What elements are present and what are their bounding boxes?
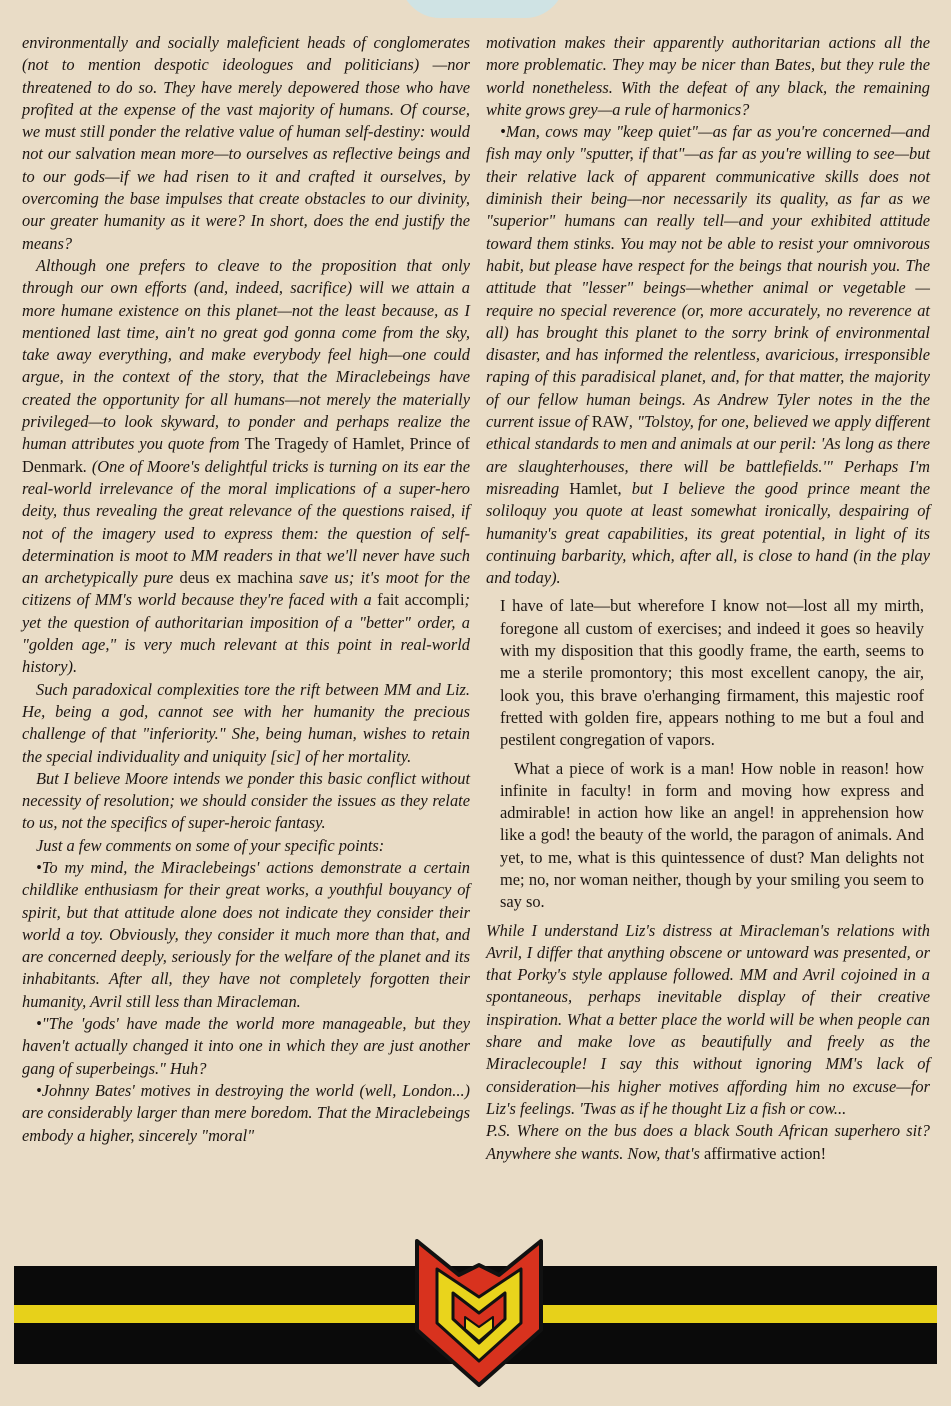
footer-banner: [14, 1235, 937, 1390]
right-paragraph-1: motivation makes their apparently authoritarian actions all the more problematic. They may be nicer than Bates, but they rule the world nonetheless. With the defeat of any black, the remaining white grows grey—a rule of harmonics?: [486, 33, 930, 119]
left-bullet-2: •"The 'gods' have made the world more manageable, but they haven't actually changed it into one in which they are just another gang of superbeings." Huh?: [22, 1014, 470, 1078]
left-paragraph-3: Such paradoxical complexities tore the rift between MM and Liz. He, being a god, cannot see with her humanity the precious challenge of that "inferiority." She, being human, wishes to retain the special individuality and uniquity [sic] of her mortality.: [22, 679, 470, 766]
right-column: [486, 32, 930, 1165]
right-paragraph-3: While I understand Liz's distress at Miracleman's relations with Avril, I differ that anything obscene or untoward was presented, or that Porky's style applause followed. MM and Avril cojoined in a spontaneous, perhaps inevitable display of their creative inspiration. What a better place the world will be when people can share and make love as beautifully and freely as the Miraclecouple! I say this without ignoring MM's lack of consideration—his higher motives affording him no excuse—for Liz's feelings. 'Twas as if he thought Liz a fish or cow...: [486, 920, 930, 1118]
right-bullet-1: •Man, cows may "keep quiet"—as far as you're concerned—and fish may only "sputter, if that"—as far as you're willing to see—but their relative lack of apparent communicative skills does not diminish their being—nor necessarily its quality, as far as we "superior" humans can really tell—and your exhibited attitude toward them stinks. You may not be able to resist your omnivorous habit, but please have respect for the beings that nourish you. The attitude that "lesser" beings—whether animal or vegetable —require no special reverence (or, more accurately, no reverence at all) has brought this planet to the sorry brink of environmental disaster, and has informed the relentless, avaricious, irresponsible raping of this paradisical planet, and, for that matter, the majority of our fellow human beings. As Andrew Tyler notes in the the current issue of RAW, "Tolstoy, for one, believed we apply different ethical standards to men and animals at our peril: 'As long as there are slaughterhouses, there will be battlefields.'" Perhaps I'm misreading Hamlet, but I believe the good prince meant the soliloquy you quote at least somewhat ironically, despairing of humanity's great capabilities, its great potential, in light of its continuing barbarity, which, after all, is close to hand (in the play and today).: [486, 122, 931, 588]
hamlet-quote-2: What a piece of work is a man! How noble in reason! how infinite in faculty! in form and moving how express and admirable! in action how like an angel! in apprehension how like a god! the beauty of the world, the paragon of animals. And yet, to me, what is this quintessence of dust? Man delights not me; no, nor woman neither, though by your smiling you seem to say so.: [500, 758, 924, 912]
top-decorative-tab: [400, 0, 565, 18]
left-bullet-1: •To my mind, the Miraclebeings' actions demonstrate a certain childlike enthusiasm for their great works, a youthful bouyancy of spirit, but that attitude alone does not indicate they consider their world a toy. Obviously, they consider it much more than that, and are concerned deeply, seriously for the welfare of the planet and its inhabitants. After all, they have not completely forgotten their humanity, Avril still less than Miracleman.: [22, 857, 470, 1011]
left-bullet-3: •Johnny Bates' motives in destroying the world (well, London...) are considerably larger than mere boredom. That the Miraclebeings embody a higher, sincerely "moral": [22, 1080, 470, 1145]
left-paragraph-5: Just a few comments on some of your specific points:: [36, 835, 385, 855]
left-paragraph-2: Although one prefers to cleave to the proposition that only through our own efforts (and, indeed, sacrifice) will we attain a more humane existence on this planet—not the least because, as I mentioned last time, ain't no great god gonna come from the sky, take away everything, and make everybody feel high—one could argue, in the context of the story, that the Miraclebeings have created the opportunity for all humans—not merely the materially privileged—to look skyward, to ponder and perhaps realize the human attributes you quote from The Tragedy of Hamlet, Prince of Denmark. (One of Moore's delightful tricks is turning on its ear the real-world irrelevance of the moral implications of a super-hero deity, thus revealing the great relevance of the questions raised, if not of the imagery used to express them: the question of self-determination is moot to MM readers in that we'll never have such an archetypically pure deus ex machina save us; it's moot for the citizens of MM's world because they're faced with a fait accompli; yet the question of authoritarian imposition of a "better" order, a "golden age," is very much relevant at this point in real-world history).: [22, 255, 471, 677]
left-paragraph-1: environmentally and socially maleficient heads of conglomerates (not to mention despotic ideologues and politicians) —nor threatened to do so. They have merely depowered those who have profited at the expense of the vast majority of humans. Of course, we must still ponder the relative value of human self-destiny: would not our salvation mean more—to ourselves as reflective beings and to our gods—if we had risen to it and crafted it ourselves, by overcoming the base impulses that create obstacles to our divinity, our greater humanity as it were? In short, does the end justify the means?: [22, 33, 470, 253]
postscript: P.S. Where on the bus does a black South African superhero sit? Anywhere she wants. Now, that's affirmative action!: [486, 1121, 930, 1163]
left-column: [22, 32, 470, 1147]
left-paragraph-4: But I believe Moore intends we ponder this basic conflict without necessity of resolution; we should consider the issues as they relate to us, not the specifics of super-heroic fantasy.: [22, 768, 470, 833]
hamlet-quote-1: I have of late—but wherefore I know not—lost all my mirth, foregone all custom of exercises; and indeed it goes so heavily with my disposition that this goodly frame, the earth, seems to me a sterile promontory; this most excellent canopy, the air, look you, this brave o'erhanging firmament, this majestic roof fretted with golden fire, appears nothing to me but a foul and pestilent congregation of vapors.: [500, 596, 924, 750]
miracleman-mm-logo-icon: [409, 1235, 549, 1390]
hamlet-title: The Tragedy of Hamlet, Prince of Denmark: [22, 434, 470, 476]
